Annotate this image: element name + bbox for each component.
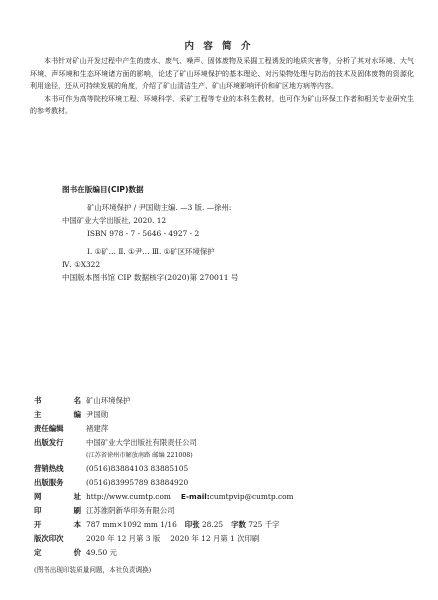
info-label: 印 刷 bbox=[34, 506, 81, 515]
info-value: 787 mm×1092 mm 1/16 印张 28.25 字数 725 千字 bbox=[86, 520, 280, 529]
info-label: 出版服务 bbox=[34, 478, 64, 487]
info-label: 书 名 bbox=[34, 396, 81, 405]
info-value: 矿山环境保护 bbox=[86, 396, 131, 405]
info-row-printing bbox=[34, 504, 424, 518]
intro-title: 内 容 简 介 bbox=[184, 41, 254, 52]
info-value-stack bbox=[86, 436, 197, 462]
info-value: 中国矿业大学出版社有限责任公司 bbox=[86, 438, 197, 447]
info-value: 尹国勋 bbox=[86, 410, 109, 419]
info-row-edition bbox=[34, 532, 424, 546]
info-row-format bbox=[34, 518, 424, 532]
cip-number: 中国版本图书馆 CIP 数据核字(2020)第 270011 号 bbox=[62, 273, 239, 282]
info-value: (0516)83995789 83884920 bbox=[86, 478, 189, 487]
info-row-book-name bbox=[34, 394, 424, 408]
info-label: 定 价 bbox=[34, 548, 81, 557]
info-row-editor bbox=[34, 408, 424, 422]
info-value: 江苏淮阴新华印务有限公司 bbox=[86, 506, 175, 515]
info-value: 2020 年 12 月第 3 版 2020 年 12 月第 1 次印刷 bbox=[86, 534, 260, 543]
cip-line: Ⅳ. ①X322 bbox=[62, 260, 101, 269]
quality-note: (图书出现印装质量问题，本社负责调换) bbox=[34, 566, 152, 574]
info-label: 开 本 bbox=[34, 520, 81, 529]
cip-line: 中国矿业大学出版社, 2020. 12 bbox=[62, 216, 167, 225]
info-row-responsible-editor bbox=[34, 422, 424, 436]
info-row-price bbox=[34, 546, 424, 560]
info-value: 褚建萍 bbox=[86, 424, 109, 433]
info-label: 出版发行 bbox=[34, 438, 64, 447]
info-label: 营销热线 bbox=[34, 464, 64, 473]
info-label: 主 编 bbox=[34, 410, 81, 419]
cip-line: ISBN 978 - 7 - 5646 - 4927 - 2 bbox=[87, 229, 200, 238]
intro-paragraph: 本书可作为高等院校环境工程、环境科学、采矿工程等专业的本科生教材，也可作为矿山环保工作者和相关专业研究生的参考教材。 bbox=[30, 94, 414, 116]
info-value bbox=[86, 490, 294, 504]
cip-line: 矿山环境保护 / 尹国勋主编. —3 版. —徐州: bbox=[87, 203, 232, 212]
words-label: 字数 bbox=[231, 520, 246, 529]
cip-line: Ⅰ. ①矿… Ⅱ. ①尹… Ⅲ. ①矿区环境保护 bbox=[87, 247, 215, 256]
info-label: 网 址 bbox=[34, 492, 81, 501]
intro-body bbox=[30, 55, 414, 118]
website-link[interactable]: http://www.cumtp.com bbox=[86, 492, 171, 501]
cip-record bbox=[62, 201, 412, 271]
intro-paragraph: 本书针对矿山开发过程中产生的废水、废气、噪声、固体废物及采掘工程诱发的地质灾害等，分析了其对水环境、大气环境、声环境和生态环境诸方面的影响，论述了矿山环境保护的基本理论、对污染物处理与防治的技术及固体废物的资源化利用途径，还从可持续发展的角度，介绍了矿山清洁生产、矿山环境影响评价和矿区地方病等内容。 bbox=[30, 57, 414, 91]
info-label: 责任编辑 bbox=[34, 424, 64, 433]
email-link[interactable]: cumtpvip@cumtp.com bbox=[209, 492, 294, 501]
info-row-publisher bbox=[34, 436, 424, 462]
info-row-publishing-service bbox=[34, 476, 424, 490]
info-row-sales-hotline bbox=[34, 462, 424, 476]
cip-title: 图书在版编目(CIP)数据 bbox=[62, 185, 144, 194]
publisher-address: (江苏省徐州市解放南路 邮编 221008) bbox=[86, 452, 193, 459]
info-row-website bbox=[34, 490, 424, 504]
sheets-label: 印张 bbox=[184, 520, 200, 529]
info-label: 版次印次 bbox=[34, 534, 64, 543]
info-value: 49.50 元 bbox=[86, 548, 117, 557]
email-label: E-mail: bbox=[180, 492, 210, 501]
publication-info bbox=[34, 394, 424, 576]
info-value: (0516)83884103 83885105 bbox=[86, 464, 189, 473]
